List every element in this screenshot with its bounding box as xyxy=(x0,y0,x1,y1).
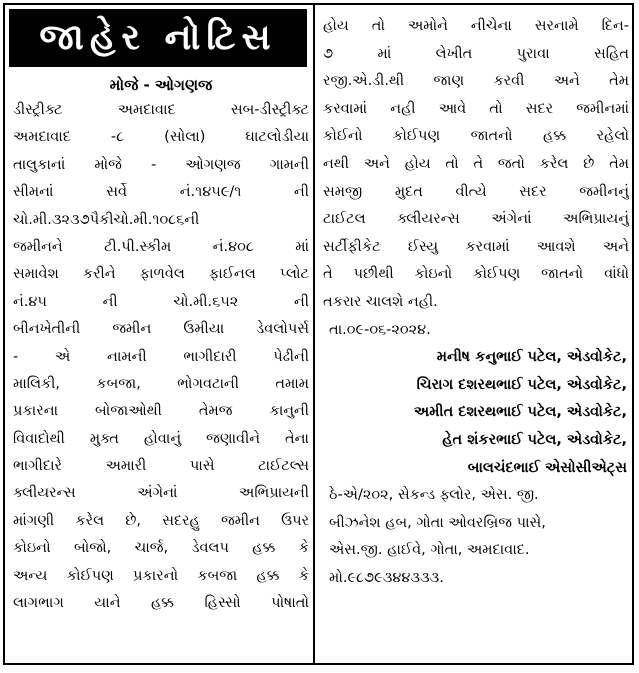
text-line: ડીસ્ટ્રીક્ટ અમદાવાદ સબ-ડીસ્ટ્રીક્ટ xyxy=(13,102,309,118)
signatory: મનીષ કનુભાઈ પટેલ, એડવોકેટ, xyxy=(436,349,627,366)
text-line: કોઈનો કોઈપણ જાતનો હક્ક રહેલો xyxy=(323,128,629,145)
text-line: ભાગીદારે અમારી પાસે ટાઈટલ્સ xyxy=(13,458,309,475)
address-line: એસ.જી. હાઈવે, ગોતા, અમદાવાદ. xyxy=(329,542,530,559)
text-line: અન્ય કોઈપણ પ્રકારનો કબજા હક્ક કે xyxy=(13,567,309,584)
text-line: હોય તો અમોને નીચેના સરનામે દિન- xyxy=(323,18,629,34)
left-column xyxy=(13,75,309,617)
text-line: સર્ટીફીકેટ ઈસ્યુ કરવામાં આવશે અને xyxy=(323,238,629,255)
text-line: ટાઈટલ ક્લીયરન્સ અંગેનાં અભિપ્રાયનું xyxy=(323,211,629,228)
text-line: વિવાદોથી મુક્ત હોવાનું જણાવીને તેના xyxy=(13,430,309,447)
notice-date: તા.૦૯-૦૬-૨૦૨૪. xyxy=(329,321,431,338)
address-line: બીઝનેશ હબ, ગોતા ઓવરબ્રિજ પાસે, xyxy=(329,514,546,531)
phone-number: મો.૯૮૭૯૩૪૪૩૩૩. xyxy=(329,569,444,586)
text-line: સીમનાં સર્વે નં.૧૪૫૯/૧ ની xyxy=(13,184,309,201)
text-line: રજી.એ.ડી.થી જાણ કરવી અને તેમ xyxy=(323,73,629,90)
signatory: અમીત દશરથભાઈ પટેલ, એડવોકેટ, xyxy=(413,404,627,421)
text-line: લાગભાગ યાને હક્ક હિસ્સો પોષાતો xyxy=(13,595,309,612)
public-notice xyxy=(3,3,634,665)
text-line: ૭ માં લેખીત પુરાવા સહિત xyxy=(323,45,629,62)
right-column xyxy=(323,13,629,592)
text-line: ચો.મી.૩૨૩૭પૈકીચો.મી.૧૦૮૬ની xyxy=(13,211,200,228)
signatory: હેત શંકરભાઈ પટેલ, એડવોકેટ, xyxy=(442,431,627,448)
text-line: અમદાવાદ -૮ (સોલા) ઘાટલોડીયા xyxy=(13,129,309,146)
firm-name: બાલચંદભાઈ એસોસીએટ્સ xyxy=(467,459,627,476)
village-subheading: મોજે - ઓગણજ xyxy=(109,76,213,94)
text-line: સમજી મુદત વીત્યે સદર જમીનનું xyxy=(323,183,629,200)
text-line: માંગણી કરેલ છે, સદરહુ જમીન ઉપર xyxy=(13,512,309,529)
text-line: નથી અને હોય તો તે જતો કરેલ છે તેમ xyxy=(323,155,629,172)
signatory: ચિરાગ દશરથભાઈ પટેલ, એડવોકેટ, xyxy=(416,376,627,393)
text-line: પ્રકારના બોજાઓથી તેમજ કાનુની xyxy=(13,403,309,420)
text-line: કરવામાં નહી આવે તો સદર જમીનમાં xyxy=(323,100,629,117)
address-block xyxy=(323,482,629,592)
text-line: - એ નામની ભાગીદારી પેઢીની xyxy=(13,348,309,365)
text-line: કોઇનો બોજો, ચાર્જ, ડેવલપ હક્ક કે xyxy=(13,540,309,557)
column-divider xyxy=(313,5,315,663)
address-line: ઠે-એ/૨૦૨, સેકન્ડ ફ્લોર, એસ. જી. xyxy=(329,487,539,504)
text-line: સમાવેશ કરીને ફાળવેલ ફાઈનલ પ્લોટ xyxy=(13,266,309,283)
notice-title: જાહેર નોટિસ xyxy=(9,9,307,67)
text-line: જમીનને ટી.પી.સ્કીમ નં.૪૦૮ માં xyxy=(13,238,309,255)
text-line: તકરાર ચાલશે નહી. xyxy=(323,293,438,310)
text-line: બીનખેતીની જમીન ઉમીયા ડેવલોપર્સ xyxy=(13,321,309,338)
text-line: ક્લીયરન્સ અંગેનાં અભિપ્રાયની xyxy=(13,485,309,502)
text-line: તે પછીથી કોઇનો કોઈપણ જાતનો વાંધો xyxy=(323,266,629,283)
text-line: માલિકી, કબજા, ભોગવટાની તમામ xyxy=(13,375,309,392)
text-line: નં.૪૫ ની ચો.મી.૬૫૨ ની xyxy=(13,293,309,310)
text-line: તાલુકાનાં મોજે - ઓગણજ ગામની xyxy=(13,156,309,173)
